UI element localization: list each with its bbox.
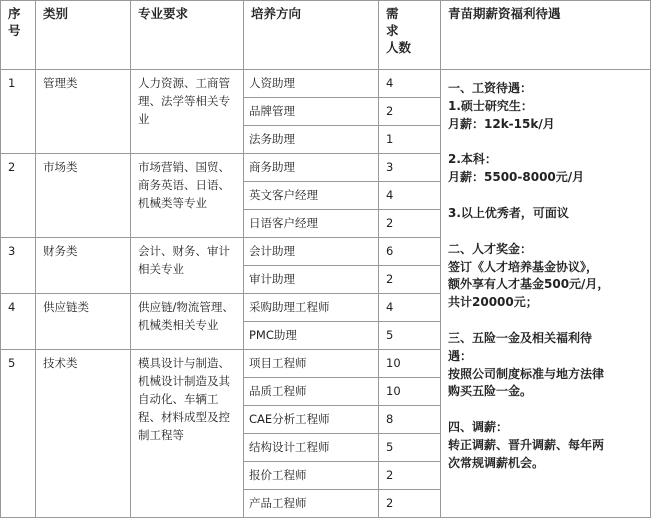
count-cell: 4 [379, 182, 441, 210]
benefit-line: 月薪：5500-8000元/月 [448, 170, 585, 185]
direction-cell: 产品工程师 [244, 490, 379, 518]
benefit-line: 转正调薪、晋升调薪、每年两 [448, 437, 605, 452]
count-cell: 5 [379, 434, 441, 462]
benefit-section [448, 241, 646, 312]
count-cell: 2 [379, 266, 441, 294]
count-cell: 10 [379, 350, 441, 378]
benefit-line: 1.硕士研究生： [448, 98, 533, 113]
direction-cell: 品质工程师 [244, 378, 379, 406]
seq-cell: 2 [1, 154, 36, 238]
requirement-cell: 市场营销、国贸、商务英语、日语、机械类等专业 [131, 154, 244, 238]
count-cell: 10 [379, 378, 441, 406]
direction-cell: 英文客户经理 [244, 182, 379, 210]
benefit-section [448, 205, 646, 223]
benefit-line: 四、调薪： [448, 420, 509, 435]
benefit-section [448, 80, 646, 133]
header-count [379, 1, 441, 70]
category-cell: 供应链类 [36, 294, 131, 350]
benefit-line: 二、人才奖金： [448, 241, 533, 256]
benefit-line: 购买五险一金。 [448, 384, 533, 399]
requirement-cell: 供应链/物流管理、机械类相关专业 [131, 294, 244, 350]
count-cell: 6 [379, 238, 441, 266]
category-cell: 管理类 [36, 70, 131, 154]
benefit-line: 一、工资待遇： [448, 81, 533, 95]
direction-cell: 法务助理 [244, 126, 379, 154]
count-cell: 4 [379, 70, 441, 98]
header-count-line2: 求 [386, 23, 399, 38]
header-seq [1, 1, 36, 70]
requirement-cell: 人力资源、工商管理、法学等相关专业 [131, 70, 244, 154]
seq-cell: 3 [1, 238, 36, 294]
count-cell: 2 [379, 490, 441, 518]
benefit-line: 三、五险一金及相关福利待 [448, 330, 593, 345]
header-requirement: 专业要求 [131, 1, 244, 70]
direction-cell: 报价工程师 [244, 462, 379, 490]
benefits-cell [441, 70, 651, 518]
direction-cell: 人资助理 [244, 70, 379, 98]
seq-cell: 1 [1, 70, 36, 154]
count-cell: 2 [379, 210, 441, 238]
benefit-section [448, 419, 646, 472]
direction-cell: 审计助理 [244, 266, 379, 294]
benefit-line: 3.以上优秀者，可面议 [448, 205, 569, 220]
category-cell: 市场类 [36, 154, 131, 238]
count-cell: 2 [379, 462, 441, 490]
benefit-line: 共计20000元； [448, 295, 538, 310]
seq-cell: 4 [1, 294, 36, 350]
count-cell: 4 [379, 294, 441, 322]
header-direction: 培养方向 [244, 1, 379, 70]
header-count-line3: 人数 [386, 40, 412, 55]
benefit-line: 额外享有人才基金500元/月， [448, 277, 610, 292]
requirement-cell: 模具设计与制造、机械设计制造及其自动化、车辆工程、材料成型及控制工程等 [131, 350, 244, 518]
category-cell: 技术类 [36, 350, 131, 518]
benefit-line: 月薪：12k-15k/月 [448, 116, 555, 131]
count-cell: 1 [379, 126, 441, 154]
table-row [1, 70, 651, 98]
direction-cell: 项目工程师 [244, 350, 379, 378]
benefit-section [448, 151, 646, 187]
direction-cell: 日语客户经理 [244, 210, 379, 238]
benefit-section [448, 330, 646, 401]
benefit-line: 按照公司制度标准与地方法律 [448, 366, 605, 381]
count-cell: 8 [379, 406, 441, 434]
direction-cell: 商务助理 [244, 154, 379, 182]
category-cell: 财务类 [36, 238, 131, 294]
header-seq-line2: 号 [8, 23, 21, 38]
benefit-line: 遇： [448, 348, 473, 363]
direction-cell: 结构设计工程师 [244, 434, 379, 462]
header-row [1, 1, 651, 70]
direction-cell: CAE分析工程师 [244, 406, 379, 434]
direction-cell: 会计助理 [244, 238, 379, 266]
direction-cell: 品牌管理 [244, 98, 379, 126]
count-cell: 3 [379, 154, 441, 182]
count-cell: 2 [379, 98, 441, 126]
seq-cell: 5 [1, 350, 36, 518]
benefit-line: 签订《人才培养基金协议》， [448, 259, 599, 274]
direction-cell: PMC助理 [244, 322, 379, 350]
requirement-cell: 会计、财务、审计相关专业 [131, 238, 244, 294]
header-category: 类别 [36, 1, 131, 70]
benefit-line: 2.本科： [448, 152, 497, 167]
header-count-line1: 需 [386, 6, 399, 21]
header-benefits: 青苗期薪资福利待遇 [441, 1, 651, 70]
benefit-line: 次常规调薪机会。 [448, 455, 545, 470]
header-seq-line1: 序 [8, 6, 21, 21]
direction-cell: 采购助理工程师 [244, 294, 379, 322]
count-cell: 5 [379, 322, 441, 350]
